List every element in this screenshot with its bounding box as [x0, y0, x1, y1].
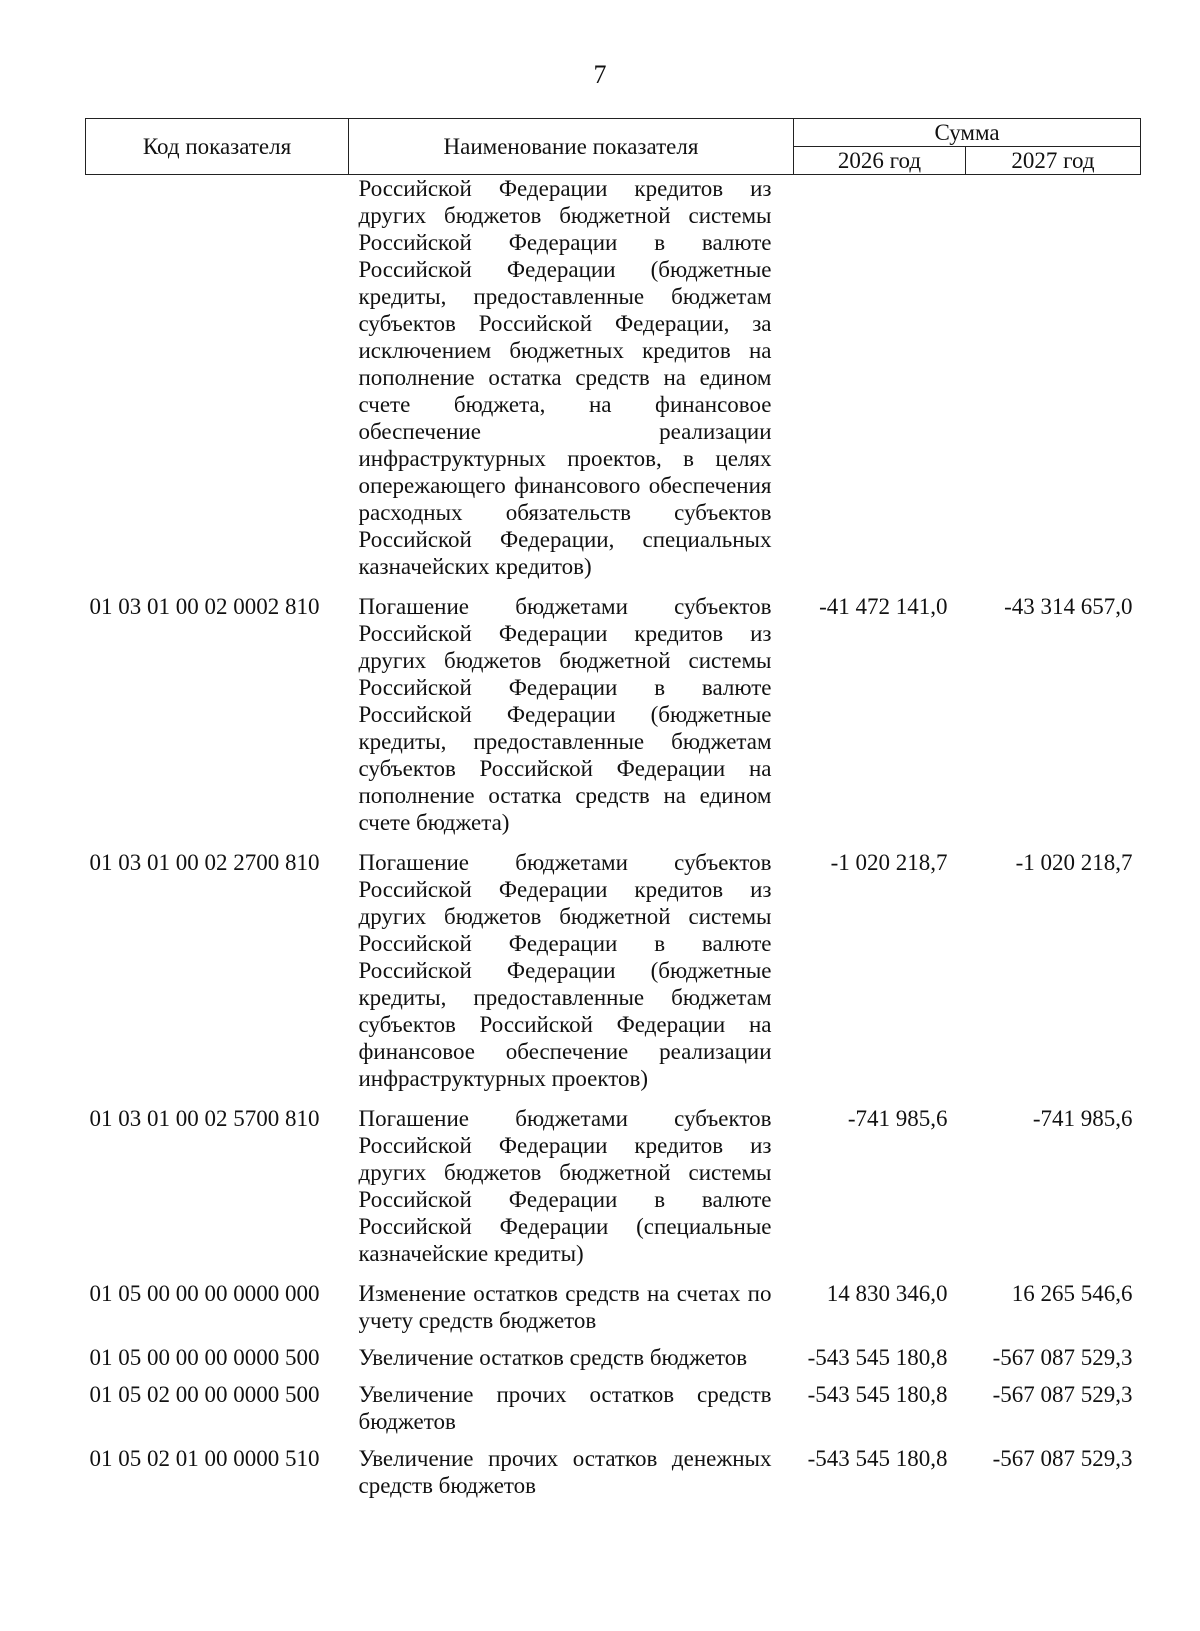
row-code: 01 03 01 00 02 0002 810 [89, 594, 320, 619]
row-value-2027: -567 087 529,3 [992, 1446, 1133, 1471]
row-value-2026: -1 020 218,7 [830, 850, 948, 875]
row-value-2026: 14 830 346,0 [826, 1281, 948, 1306]
row-value-2027: -567 087 529,3 [992, 1345, 1133, 1370]
table-row [86, 175, 1141, 581]
row-value-2026: -543 545 180,8 [807, 1382, 948, 1407]
table-body [86, 175, 1141, 1500]
row-value-2027: 16 265 546,6 [1011, 1281, 1133, 1306]
row-name: Увеличение прочих остатков денежных средств бюджетов [358, 1446, 772, 1498]
row-name: Увеличение остатков средств бюджетов [358, 1345, 748, 1370]
table-row [86, 836, 1141, 1092]
row-code [86, 175, 349, 581]
row-value-2026: -741 985,6 [847, 1106, 948, 1131]
row-code: 01 03 01 00 02 2700 810 [89, 850, 320, 875]
table-row [86, 1267, 1141, 1334]
table-header [86, 119, 1141, 175]
row-value-2027: -567 087 529,3 [992, 1382, 1133, 1407]
row-value-2027 [966, 175, 1141, 581]
row-code: 01 03 01 00 02 5700 810 [89, 1106, 320, 1131]
row-code: 01 05 00 00 00 0000 500 [89, 1345, 320, 1370]
table-row [86, 580, 1141, 836]
header-name: Наименование показателя [349, 119, 794, 175]
row-value-2026: -543 545 180,8 [807, 1446, 948, 1471]
row-name: Увеличение прочих остатков средств бюджетов [358, 1382, 772, 1434]
page-number: 7 [593, 60, 607, 89]
row-value-2026 [794, 175, 966, 581]
table-row [86, 1334, 1141, 1371]
row-name: Погашение бюджетами субъектов Российской Федерации кредитов из других бюджетов бюджетной системы Российской Федерации в валюте Российской Федерации (бюджетные кредиты, предоставленные бюджетам субъектов Российской Федерации на пополнение остатка средств на едином счете бюджета) [358, 594, 772, 835]
row-code: 01 05 02 00 00 0000 500 [89, 1382, 320, 1407]
row-code: 01 05 00 00 00 0000 000 [89, 1281, 320, 1306]
row-value-2026: -543 545 180,8 [807, 1345, 948, 1370]
table-row [86, 1092, 1141, 1267]
row-name: Изменение остатков средств на счетах по учету средств бюджетов [358, 1281, 772, 1333]
budget-table [85, 118, 1141, 1499]
table-row [86, 1435, 1141, 1499]
row-name: Погашение бюджетами субъектов Российской Федерации кредитов из других бюджетов бюджетной системы Российской Федерации в валюте Российской Федерации (бюджетные кредиты, предоставленные бюджетам субъектов Российской Федерации на финансовое обеспечение реализации инфраструктурных проектов) [358, 850, 772, 1091]
row-value-2027: -43 314 657,0 [1004, 594, 1133, 619]
row-name: Погашение бюджетами субъектов Российской Федерации кредитов из других бюджетов бюджетной системы Российской Федерации в валюте Российской Федерации (специальные казначейские кредиты) [358, 1106, 772, 1266]
row-name: Российской Федерации кредитов из других бюджетов бюджетной системы Российской Федерации в валюте Российской Федерации (бюджетные кредиты, предоставленные бюджетам субъектов Российской Федерации, за исключением бюджетных кредитов на пополнение остатка средств на едином счете бюджета, на финансовое обеспечение реализации инфраструктурных проектов, в целях опережающего финансового обеспечения расходных обязательств субъектов Российской Федерации, специальных казначейских кредитов) [358, 176, 772, 579]
row-value-2027: -741 985,6 [1032, 1106, 1133, 1131]
header-code: Код показателя [86, 119, 349, 175]
row-value-2027: -1 020 218,7 [1015, 850, 1133, 875]
header-year-2026: 2026 год [794, 147, 966, 175]
row-value-2026: -41 472 141,0 [819, 594, 948, 619]
header-sum: Сумма [794, 119, 1141, 147]
table-row [86, 1371, 1141, 1435]
header-year-2027: 2027 год [966, 147, 1141, 175]
row-code: 01 05 02 01 00 0000 510 [89, 1446, 320, 1471]
